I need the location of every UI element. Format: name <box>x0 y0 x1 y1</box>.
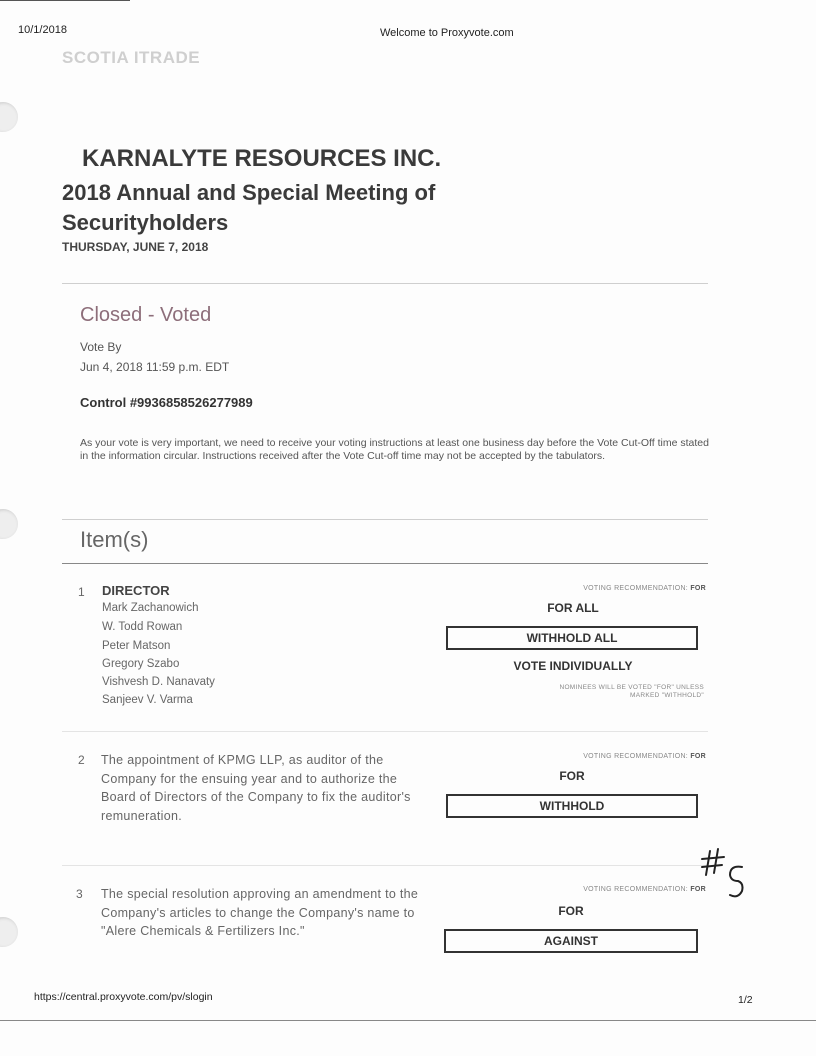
punch-hole <box>0 917 18 947</box>
vote-status: Closed - Voted <box>80 304 212 326</box>
voting-notice: As your vote is very important, we need to receive your voting instructions at least one business day before the Vote Cut-Off time stated in the information circular. Instructions received after the Vote Cut-off time may not be accepted by the tabulators. <box>80 437 709 462</box>
vote-by-label: Vote By <box>80 340 122 354</box>
page-number: 1/2 <box>738 994 753 1006</box>
divider <box>62 563 708 564</box>
withhold-all-option[interactable]: WITHHOLD ALL <box>446 626 698 650</box>
against-option[interactable]: AGAINST <box>444 929 698 953</box>
for-option[interactable]: FOR <box>558 904 584 918</box>
top-edge-line <box>0 0 130 1</box>
meeting-title: 2018 Annual and Special Meeting of Securityholders <box>62 180 436 235</box>
company-name: KARNALYTE RESOURCES INC. <box>82 145 442 172</box>
bottom-edge-line <box>0 1020 816 1021</box>
control-number: Control #9936858526277989 <box>80 395 253 410</box>
nominee-name: Gregory Szabo <box>102 658 180 670</box>
footer-url: https://central.proxyvote.com/pv/slogin <box>34 991 213 1003</box>
for-all-option[interactable]: FOR ALL <box>547 601 599 615</box>
nominee-name: Sanjeev V. Varma <box>102 694 193 706</box>
meeting-date: THURSDAY, JUNE 7, 2018 <box>62 240 209 254</box>
item-title: DIRECTOR <box>102 583 170 598</box>
divider <box>62 283 708 284</box>
item-number: 1 <box>78 585 85 599</box>
item-number: 3 <box>76 887 83 901</box>
nominee-name: W. Todd Rowan <box>102 621 183 633</box>
divider <box>62 519 708 520</box>
note-line: NOMINEES WILL BE VOTED "FOR" UNLESS <box>559 684 704 691</box>
handwritten-note <box>700 845 750 901</box>
item-description: The special resolution approving an amendment to the Company's articles to change the Company's name to "Alere Chemicals & Fertilizers Inc." <box>101 887 419 938</box>
brand-logo: SCOTIA ITRADE <box>62 48 201 67</box>
items-heading: Item(s) <box>80 527 149 552</box>
recommendation-value: FOR <box>690 886 706 893</box>
print-date: 10/1/2018 <box>18 24 67 36</box>
nominees-note <box>500 684 704 700</box>
recommendation-label: VOTING RECOMMENDATION: <box>583 585 689 592</box>
punch-hole <box>0 509 18 539</box>
nominee-name: Mark Zachanowich <box>102 602 199 614</box>
voting-recommendation <box>520 753 706 760</box>
withhold-option[interactable]: WITHHOLD <box>446 794 698 818</box>
handwritten-mark-icon <box>700 845 750 901</box>
voting-recommendation <box>520 585 706 592</box>
note-line: MARKED "WITHHOLD" <box>630 692 704 699</box>
nominee-name: Vishvesh D. Nanavaty <box>102 676 215 688</box>
vote-individually-option[interactable]: VOTE INDIVIDUALLY <box>513 659 633 673</box>
vote-by-deadline: Jun 4, 2018 11:59 p.m. EDT <box>80 360 230 374</box>
item-description: The appointment of KPMG LLP, as auditor of the Company for the ensuing year and to authorize the Board of Directors of the Company to fix the auditor's remuneration. <box>101 753 411 823</box>
recommendation-value: FOR <box>690 753 706 760</box>
recommendation-label: VOTING RECOMMENDATION: <box>583 753 689 760</box>
for-option[interactable]: FOR <box>559 769 585 783</box>
nominee-name: Peter Matson <box>102 640 171 652</box>
print-page-title: Welcome to Proxyvote.com <box>380 27 514 39</box>
recommendation-value: FOR <box>690 585 706 592</box>
recommendation-label: VOTING RECOMMENDATION: <box>583 886 689 893</box>
divider <box>62 731 708 732</box>
voting-recommendation <box>520 886 706 893</box>
divider <box>62 865 708 866</box>
punch-hole <box>0 102 18 132</box>
item-number: 2 <box>78 753 85 767</box>
